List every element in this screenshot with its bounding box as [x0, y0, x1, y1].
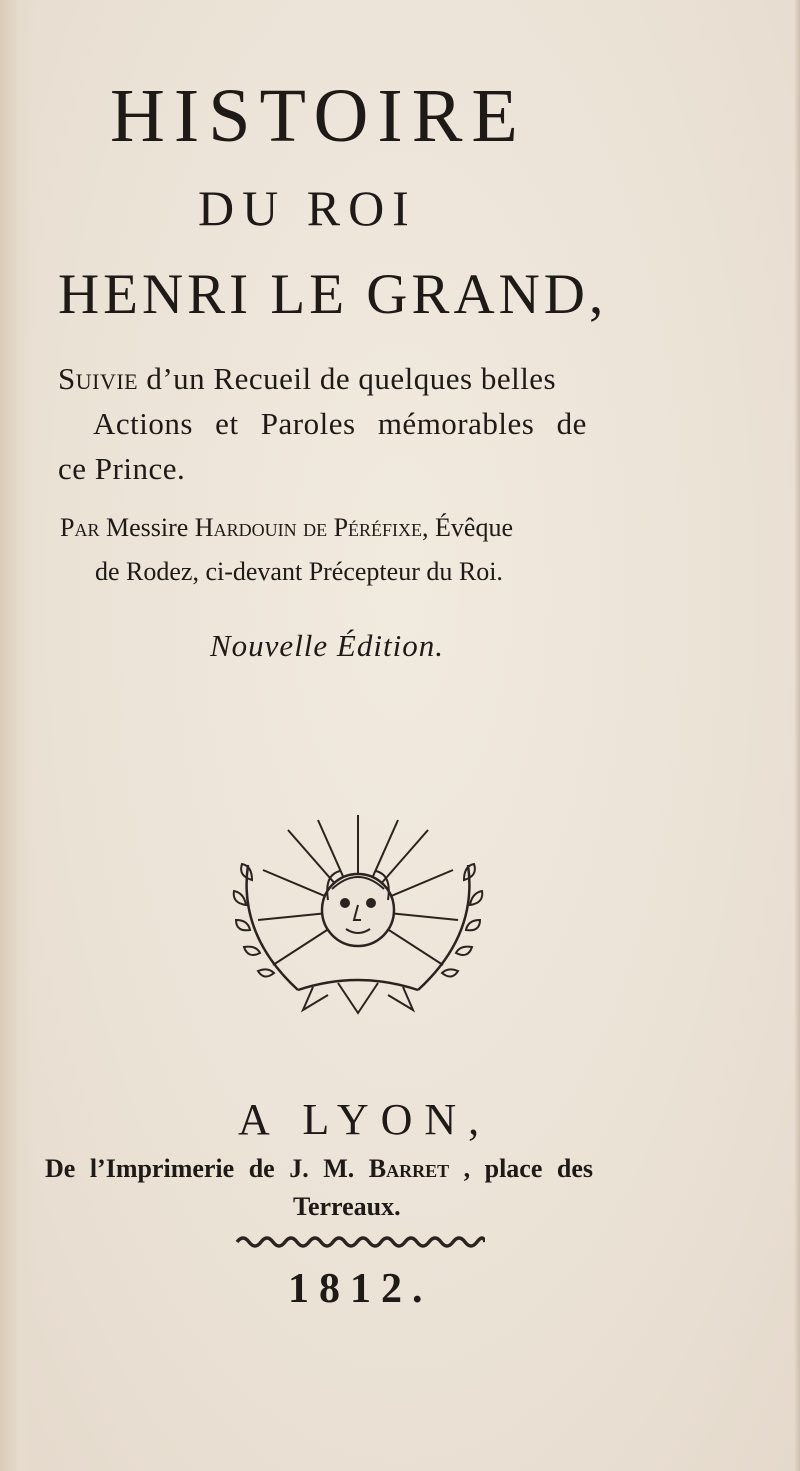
ornamental-wave-rule-icon	[235, 1233, 485, 1251]
subtitle-suivie: Suivie	[58, 361, 139, 396]
imprint-printer	[45, 1150, 593, 1226]
subtitle-line3: ce Prince.	[58, 451, 186, 486]
printer-line2: Terreaux.	[293, 1192, 401, 1221]
printer-suffix: , place des	[449, 1154, 593, 1183]
title-line-henri-le-grand: HENRI LE GRAND,	[58, 263, 608, 326]
subtitle	[58, 356, 587, 491]
title-line-du-roi: DU ROI	[198, 180, 417, 236]
page-gutter-shadow	[0, 0, 34, 1471]
author-title: , Évêque	[422, 513, 513, 542]
printer-name: Barret	[368, 1154, 450, 1183]
subtitle-line2: Actions et Paroles mémorables de	[93, 406, 587, 441]
author-name: Hardouin de Péréfixe	[194, 513, 423, 542]
imprint-place: A LYON,	[238, 1095, 492, 1144]
publication-year: 1812.	[288, 1266, 433, 1312]
edition-statement: Nouvelle Édition.	[210, 628, 444, 663]
author-messire: Messire	[99, 513, 195, 542]
title-line-histoire: HISTOIRE	[110, 74, 527, 158]
medallion-head-laurel-icon	[228, 805, 488, 1020]
author-par: Par	[60, 513, 100, 542]
author-line2: de Rodez, ci-devant Précepteur du Roi.	[95, 557, 503, 586]
page-edge	[794, 0, 800, 1471]
author-statement	[60, 506, 513, 594]
printer-prefix: De l’Imprimerie de J. M.	[45, 1154, 369, 1183]
subtitle-line1: d’un Recueil de quelques belles	[138, 361, 557, 396]
